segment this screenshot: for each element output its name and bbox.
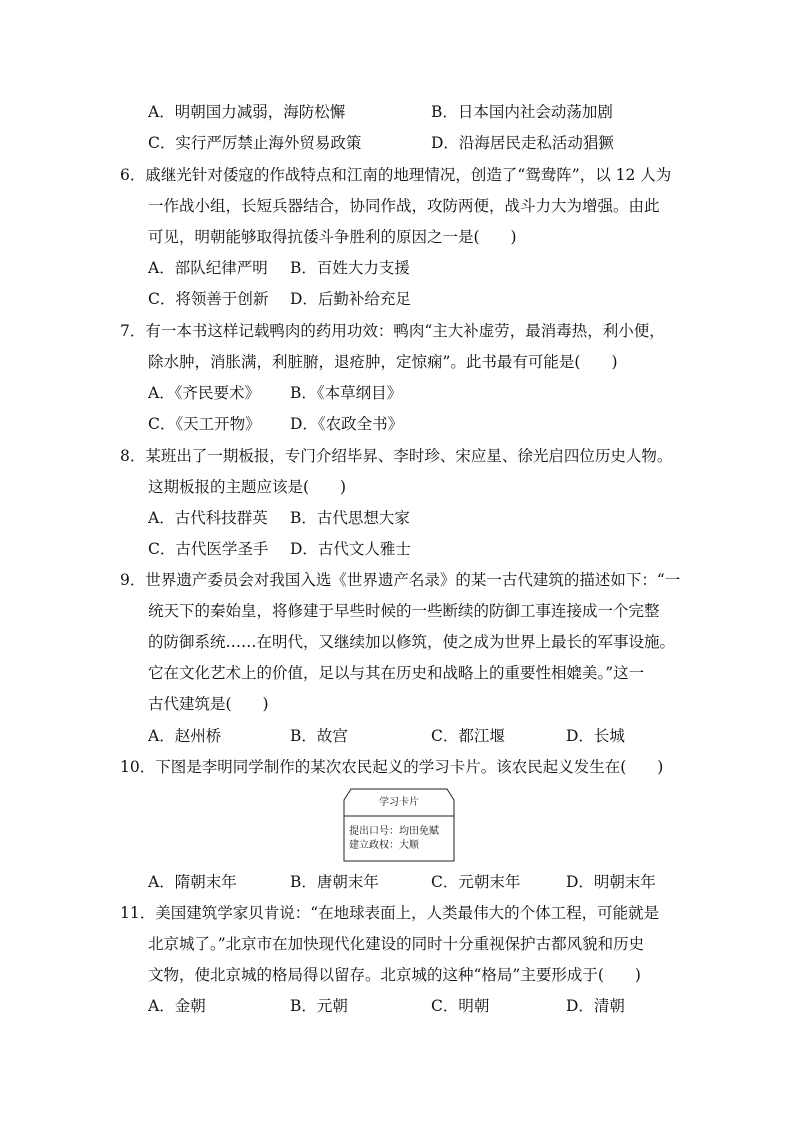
q7-option-c: C．《天工开物》 [148, 415, 261, 433]
q7-stem-line-2: 除水肿，消胀满，利脏腑，退疮肿，定惊痫”。此书最有可能是( ) [148, 353, 618, 371]
q10-option-a: A．隋朝末年 [148, 873, 237, 891]
q6-option-b: B．百姓大力支援 [290, 259, 410, 277]
study-card-slogan: 提出口号：均田免赋 [349, 826, 439, 837]
q10-option-c: C．元朝末年 [431, 873, 521, 891]
q9-option-b: B．故宫 [290, 727, 348, 745]
q11-option-b: B．元朝 [290, 997, 348, 1015]
q11-stem-line-3: 文物，使北京城的格局得以留存。北京城的这种“格局”主要形成于( ) [148, 966, 641, 984]
q7-option-a: A．《齐民要术》 [148, 384, 260, 402]
q9-stem-line-2: 统天下的秦始皇，将修建于早些时候的一些断续的防御工事连接成一个完整 [148, 602, 660, 620]
q7-option-d: D．《农政全书》 [290, 415, 404, 433]
q6-stem-line-2: 一作战小组，长短兵器结合，协同作战，攻防两便，战斗力大为增强。由此 [148, 197, 660, 215]
q8-option-c: C．古代医学圣手 [148, 540, 269, 558]
q6-stem-line-3: 可见，明朝能够取得抗倭斗争胜利的原因之一是( ) [148, 228, 517, 246]
study-card-title: 学习卡片 [379, 797, 419, 808]
q5-option-d: D．沿海居民走私活动猖獗 [431, 134, 614, 152]
q6-option-c: C．将领善于创新 [148, 290, 269, 308]
q11-stem-line-2: 北京城了。”北京市在加快现代化建设的同时十分重视保护古都风貌和历史 [148, 935, 645, 953]
q9-stem-line-3: 的防御系统……在明代，又继续加以修筑，使之成为世界上最长的军事设施。 [148, 633, 676, 651]
q8-stem-line-2: 这期板报的主题应该是( ) [148, 478, 347, 496]
q9-option-c: C．都江堰 [431, 727, 505, 745]
q7-stem-line-1: 7．有一本书这样记载鸭肉的药用功效：鸭肉“主大补虚劳，最消毒热，利小便， [120, 322, 665, 340]
q8-option-a: A．古代科技群英 [148, 509, 268, 527]
q6-stem-line-1: 6．戚继光针对倭寇的作战特点和江南的地理情况，创造了“鸳鸯阵”，以 12 人为 [120, 166, 672, 184]
q10-option-d: D．明朝末年 [566, 873, 656, 891]
q9-stem-line-1: 9．世界遗产委员会对我国入选《世界遗产名录》的某一古代建筑的描述如下：“一 [120, 571, 681, 589]
q6-option-d: D．后勤补给充足 [290, 290, 411, 308]
q6-option-a: A．部队纪律严明 [148, 259, 268, 277]
q10-stem-line-1: 10．下图是李明同学制作的某次农民起义的学习卡片。该农民起义发生在( ) [120, 758, 664, 776]
q11-stem-line-1: 11．美国建筑学家贝肯说：“在地球表面上，人类最伟大的个体工程，可能就是 [120, 904, 660, 922]
q5-option-c: C．实行严厉禁止海外贸易政策 [148, 134, 362, 152]
q8-option-d: D．古代文人雅士 [290, 540, 411, 558]
q9-stem-line-5: 古代建筑是( ) [148, 695, 269, 713]
study-card [343, 788, 455, 862]
q11-option-d: D．清朝 [566, 997, 625, 1015]
q10-option-b: B．唐朝末年 [290, 873, 379, 891]
q7-option-b: B．《本草纲目》 [290, 384, 403, 402]
q11-option-c: C．明朝 [431, 997, 490, 1015]
q11-option-a: A．金朝 [148, 997, 206, 1015]
q5-option-a: A．明朝国力减弱，海防松懈 [148, 103, 346, 121]
q9-option-d: D．长城 [566, 727, 625, 745]
q8-stem-line-1: 8．某班出了一期板报，专门介绍毕昇、李时珍、宋应星、徐光启四位历史人物。 [120, 447, 673, 465]
q9-stem-line-4: 它在文化艺术上的价值，足以与其在历史和战略上的重要性相媲美。”这一 [148, 664, 645, 682]
study-card-regime: 建立政权：大顺 [349, 840, 419, 851]
q5-option-b: B．日本国内社会动荡加剧 [431, 103, 613, 121]
q9-option-a: A．赵州桥 [148, 727, 222, 745]
q8-option-b: B．古代思想大家 [290, 509, 410, 527]
